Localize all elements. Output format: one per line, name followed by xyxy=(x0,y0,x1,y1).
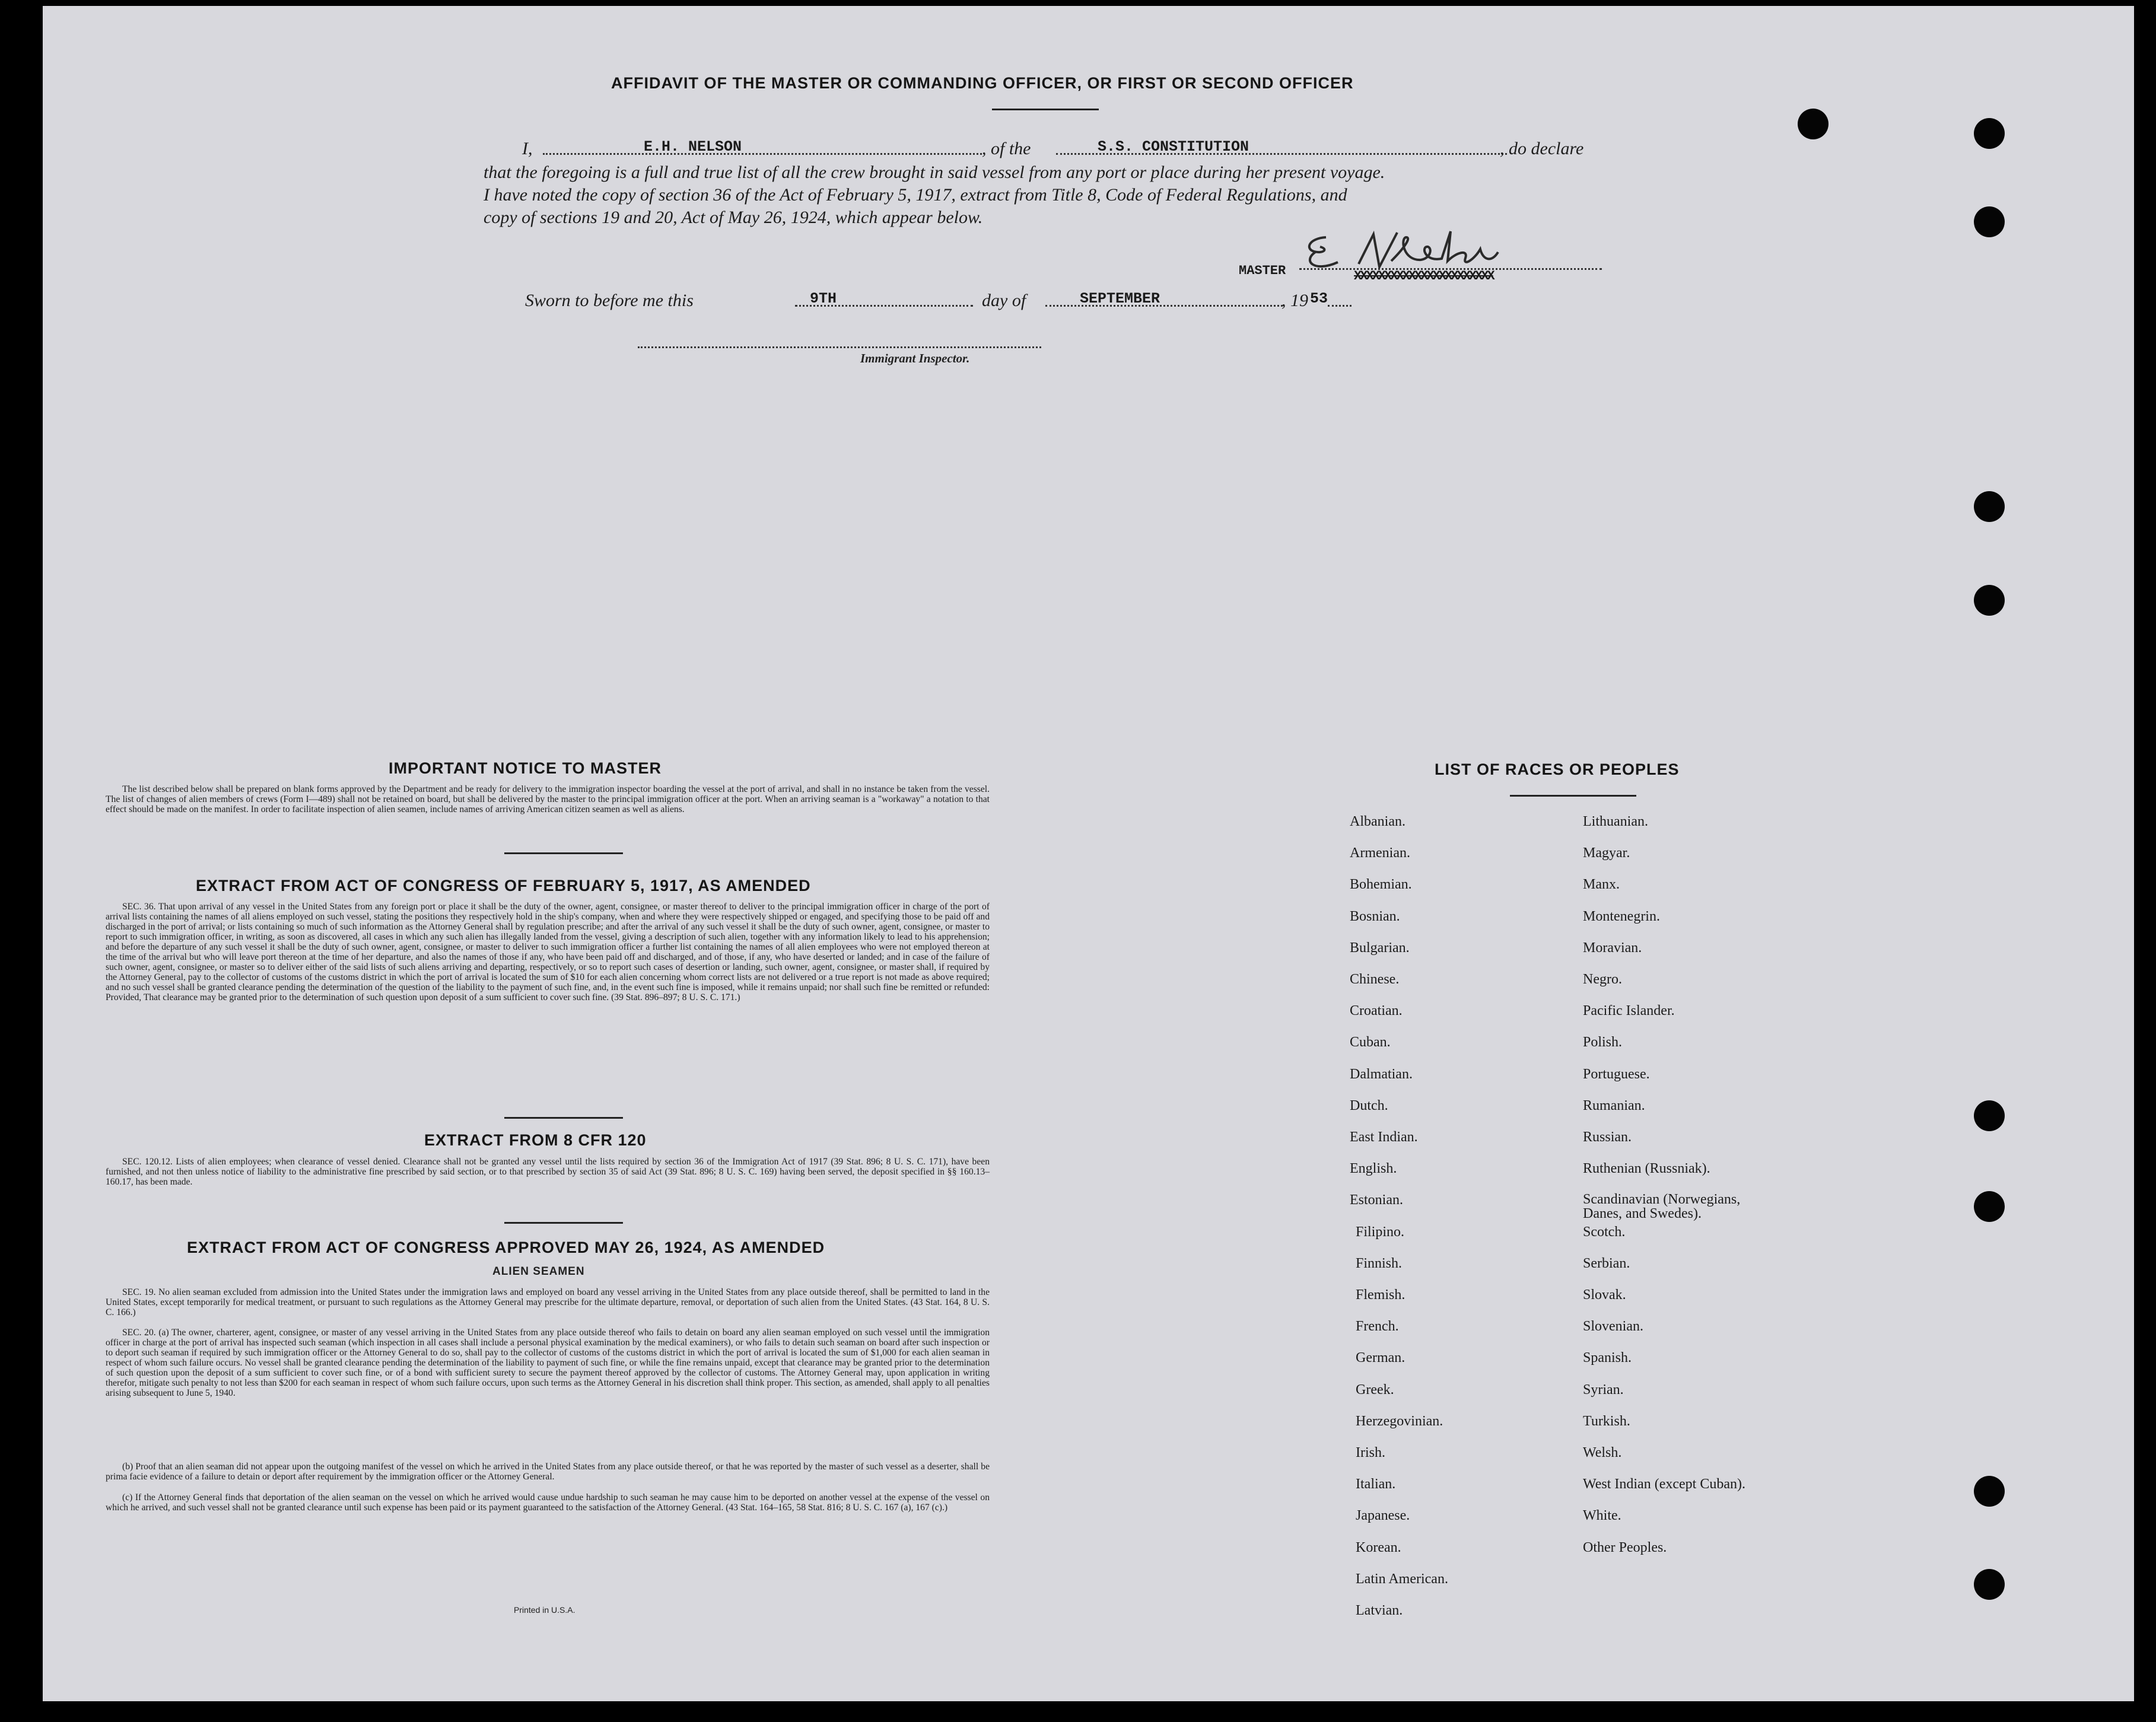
punch-hole xyxy=(1974,1191,2005,1222)
race-item: Polish. xyxy=(1583,1035,1623,1051)
master-label: MASTER xyxy=(1239,263,1286,278)
race-item: Italian. xyxy=(1356,1476,1396,1492)
day-of-label: day of xyxy=(982,291,1026,310)
extract-cfr-title: EXTRACT FROM 8 CFR 120 xyxy=(424,1131,647,1149)
race-item: Negro. xyxy=(1583,972,1622,987)
vessel-name: S.S. CONSTITUTION xyxy=(1098,138,1249,155)
inspector-label: Immigrant Inspector. xyxy=(860,351,970,365)
race-item: Cuban. xyxy=(1350,1035,1391,1051)
race-item: Spanish. xyxy=(1583,1350,1632,1366)
affidavit-line-2: that the foregoing is a full and true list of all the crew brought in said vessel from any port or place during her present voyage. xyxy=(484,163,1385,182)
name-dotted-line xyxy=(543,153,982,155)
printed-in-label: Printed in U.S.A. xyxy=(514,1605,575,1615)
race-item: Lithuanian. xyxy=(1583,814,1648,829)
race-item: Flemish. xyxy=(1356,1287,1405,1303)
race-item: White. xyxy=(1583,1508,1621,1524)
race-item: Albanian. xyxy=(1350,814,1405,829)
punch-hole xyxy=(1974,1569,2005,1600)
race-item: Bosnian. xyxy=(1350,908,1400,924)
punch-hole xyxy=(1974,1100,2005,1131)
extract-1924-title: EXTRACT FROM ACT OF CONGRESS APPROVED MAY 26, 1924, AS AMENDED xyxy=(187,1239,825,1256)
race-item: Pacific Islander. xyxy=(1583,1003,1675,1019)
race-item: Other Peoples. xyxy=(1583,1539,1667,1555)
race-item: Scotch. xyxy=(1583,1224,1626,1240)
race-item: Welsh. xyxy=(1583,1445,1622,1460)
race-item: East Indian. xyxy=(1350,1129,1418,1145)
race-item: West Indian (except Cuban). xyxy=(1583,1476,1745,1492)
race-item: Magyar. xyxy=(1583,845,1630,861)
race-item: Serbian. xyxy=(1583,1255,1630,1271)
race-item: Irish. xyxy=(1356,1445,1385,1460)
extract-1917-text: SEC. 36. That upon arrival of any vessel in the United States from any foreign port or place it shall be the duty of the owner, agent, consignee, or master thereof to deliver to the principal immigration officer in charge of the port of arrival lists containing the names of all aliens employed on such vessel, stating the positions they respectively hold in the ship's company, when and where they were respectively shipped or engaged, and specifying those to be paid off and discharged in the port of arrival; or lists containing so much of such information as the Attorney General shall by regulation prescribe; and after the arrival of any such vessel it shall be the duty of such owner, agent, consignee, or master to report to such immigration officer, in writing, as soon as discovered, all cases in which any such alien has illegally landed from the vessel, giving a description of such alien, together with any information likely to lead to his apprehension; and before the departure of any such vessel it shall be the duty of such owner, agent, consignee, or master to deliver to such immigration officer a further list containing the names of all alien employees who were not employed thereon at the time of the arrival but who will leave port thereon at the time of her departure, and also the names of those if any, who have been paid off and discharged, and of those, if any, who have deserted or landed; and in case of the failure of such owner, agent, consignee, or master so to deliver either of the said lists of such aliens arriving and departing, respectively, or so to report such cases of desertion or landing, such owner, agent, consignee, or master shall, if required by the Attorney General, pay to the collector of customs of the customs district in which the port of arrival is located the sum of $10 for each alien concerning whom correct lists are not delivered or a true report is not made as above required; and no such vessel shall be granted clearance pending the determination of the question of the liability to the payment of such fine, and, in the event such fine is imposed, while it remains unpaid; nor shall such fine be remitted or refunded: Provided, That clearance may be granted prior to the determination of such question upon deposit of a sum sufficient to cover such fine. (39 Stat. 896–897; 8 U. S. C. 171.) xyxy=(106,902,990,1002)
race-item: English. xyxy=(1350,1161,1397,1177)
notice-title: IMPORTANT NOTICE TO MASTER xyxy=(389,759,662,777)
race-item: Scandinavian (Norwegians, Danes, and Swedes). xyxy=(1583,1192,1741,1222)
race-item: Korean. xyxy=(1356,1539,1401,1555)
alien-seamen-subtitle: ALIEN SEAMEN xyxy=(492,1265,585,1278)
race-item: Latvian. xyxy=(1356,1603,1403,1618)
sec19-text: SEC. 19. No alien seaman excluded from admission into the United States under the immigration laws and employed on board any vessel arriving in the United States from any place outside thereof, shall be permitted to land in the United States, except temporarily for medical treatment, or pursuant to such regulations as the Attorney General may prescribe for the ultimate departure, removal, or deportation of such alien from the United States. (43 Stat. 164, 8 U. S. C. 166.) xyxy=(106,1287,990,1317)
of-the-label: , of the xyxy=(982,139,1031,158)
races-rule xyxy=(1510,795,1636,797)
race-item: Herzegovinian. xyxy=(1356,1413,1443,1429)
race-item: German. xyxy=(1356,1350,1405,1366)
race-item: French. xyxy=(1356,1319,1399,1335)
sec20b-text: (b) Proof that an alien seaman did not appear upon the outgoing manifest of the vessel on which he arrived in the United States from any place outside thereof, or that he was reported by the master of such vessel as a deserter, shall be prima facie evidence of a failure to detain or deport after requirement by the immigration officer or the Attorney General. xyxy=(106,1462,990,1482)
race-item: Bulgarian. xyxy=(1350,940,1410,956)
race-item: Croatian. xyxy=(1350,1003,1403,1019)
race-item: Japanese. xyxy=(1356,1508,1410,1524)
race-item: Armenian. xyxy=(1350,845,1410,861)
race-item: Manx. xyxy=(1583,877,1620,893)
punch-hole xyxy=(1974,1476,2005,1507)
notice-rule xyxy=(504,852,623,854)
sec20c-text: (c) If the Attorney General finds that deportation of the alien seaman on the vessel on which he arrived would cause undue hardship to such seaman he may cause him to be deported on another vessel at the expense of the vessel on which he arrived, and such vessel shall not be granted clearance until such expense has been paid or its payment guaranteed to the satisfaction of the Attorney General. (43 Stat. 164–165, 58 Stat. 816; 8 U. S. C. 167 (a), 167 (c).) xyxy=(106,1492,990,1513)
race-item: Estonian. xyxy=(1350,1192,1403,1208)
punch-hole xyxy=(1974,118,2005,149)
sworn-year: 53 xyxy=(1310,290,1328,307)
title-rule xyxy=(992,109,1099,110)
race-item: Moravian. xyxy=(1583,940,1642,956)
race-item: Finnish. xyxy=(1356,1255,1403,1271)
inspector-dotted-line xyxy=(638,346,1041,348)
sworn-label: Sworn to before me this xyxy=(525,291,694,310)
race-item: Russian. xyxy=(1583,1129,1632,1145)
affidavit-line-4: copy of sections 19 and 20, Act of May 26, 1924, which appear below. xyxy=(484,208,983,227)
master-name: E.H. NELSON xyxy=(644,138,742,155)
race-item: Slovak. xyxy=(1583,1287,1626,1303)
sworn-month: SEPTEMBER xyxy=(1080,290,1160,307)
race-item: Chinese. xyxy=(1350,972,1400,987)
document-page xyxy=(43,6,2134,1701)
race-item: Ruthenian (Russniak). xyxy=(1583,1161,1710,1177)
race-item: Turkish. xyxy=(1583,1413,1630,1429)
race-item: Dutch. xyxy=(1350,1097,1388,1113)
race-item: Montenegrin. xyxy=(1583,908,1660,924)
race-item: Bohemian. xyxy=(1350,877,1412,893)
sec20a-text: SEC. 20. (a) The owner, charterer, agent, consignee, or master of any vessel arriving in the United States from any place outside thereof who fails to detain on board any alien seaman employed on such vessel until the immigration officer in charge at the port of arrival has inspected such seaman (which inspection in all cases shall include a personal physical examination by the medical examiners), or who fails to detain such seaman on board after such inspection or to deport such seaman if required by such immigration officer or the Attorney General to do so, shall pay to the collector of customs of the customs district in which the port of arrival is located the sum of $1,000 for each alien seaman in respect of whom such failure occurs. No vessel shall be granted clearance pending the determination of the liability to payment of such fine, or while the fine remains unpaid, except that clearance may be granted prior to the determination of such question upon the deposit of a sum sufficient to cover such fine, or of a bond with sufficient surety to secure the payment thereof approved by the collector of customs. The Attorney General may, upon application in writing therefor, mitigate such penalty to not less than $200 for each seaman in respect of whom such failure occurs, upon such terms as the Attorney General in his discretion shall think proper. This section, as amended, shall apply to all penalties arising subsequent to June 5, 1940. xyxy=(106,1328,990,1398)
affidavit-title: AFFIDAVIT OF THE MASTER OR COMMANDING OFFICER, OR FIRST OR SECOND OFFICER xyxy=(611,74,1354,92)
extract-1917-rule xyxy=(504,1117,623,1119)
do-declare-label: , do declare xyxy=(1500,139,1584,158)
races-title: LIST OF RACES OR PEOPLES xyxy=(1435,760,1680,778)
race-item: Syrian. xyxy=(1583,1382,1624,1398)
punch-hole xyxy=(1974,585,2005,616)
race-item: Portuguese. xyxy=(1583,1066,1650,1082)
race-item: Slovenian. xyxy=(1583,1319,1643,1335)
affidavit-i-label: I, xyxy=(522,139,533,158)
sworn-day: 9TH xyxy=(810,290,837,307)
punch-hole xyxy=(1974,491,2005,522)
race-item: Filipino. xyxy=(1356,1224,1405,1240)
extract-cfr-text: SEC. 120.12. Lists of alien employees; when clearance of vessel denied. Clearance shall not be granted any vessel until the lists required by section 36 of the Immigration Act of 1917 (39 Stat. 896; 8 U. S. C. 171), have been furnished, and not then unless notice of liability to the administrative fine prescribed by said section, or to that prescribed by section 35 of said Act (39 Stat. 896; 8 U. S. C. 169) having been served, the deposit specified in §§ 160.13–160.17, has been made. xyxy=(106,1157,990,1187)
notice-text: The list described below shall be prepared on blank forms approved by the Department and be ready for delivery to the immigration inspector boarding the vessel at the port of arrival, and shall in no instance be taken from the vessel. The list of changes of alien members of crews (Form I—489) shall not be retained on board, but shall be delivered by the master to the principal immigration officer at the port. When an arriving seaman is a "workaway" a notation to that effect should be made on the manifest. In order to facilitate inspection of alien seamen, include names of arriving American citizen seamen as well as aliens. xyxy=(106,784,990,814)
punch-hole xyxy=(1974,206,2005,237)
extract-1917-title: EXTRACT FROM ACT OF CONGRESS OF FEBRUARY 5, 1917, AS AMENDED xyxy=(196,877,811,895)
affidavit-line-3: I have noted the copy of section 36 of the Act of February 5, 1917, extract from Title 8, Code of Federal Regulations, and xyxy=(484,185,1347,205)
struck-title-text: XXXXXXXXXXXXXXXXXXXXXXX xyxy=(1354,269,1493,284)
race-item: Latin American. xyxy=(1356,1571,1448,1587)
year-prefix: , 19 xyxy=(1281,291,1308,310)
extract-cfr-rule xyxy=(504,1222,623,1224)
punch-hole xyxy=(1798,109,1829,139)
race-item: Greek. xyxy=(1356,1382,1394,1398)
year-dotted-line xyxy=(1328,305,1352,307)
race-item: Rumanian. xyxy=(1583,1097,1645,1113)
race-item: Dalmatian. xyxy=(1350,1066,1413,1082)
